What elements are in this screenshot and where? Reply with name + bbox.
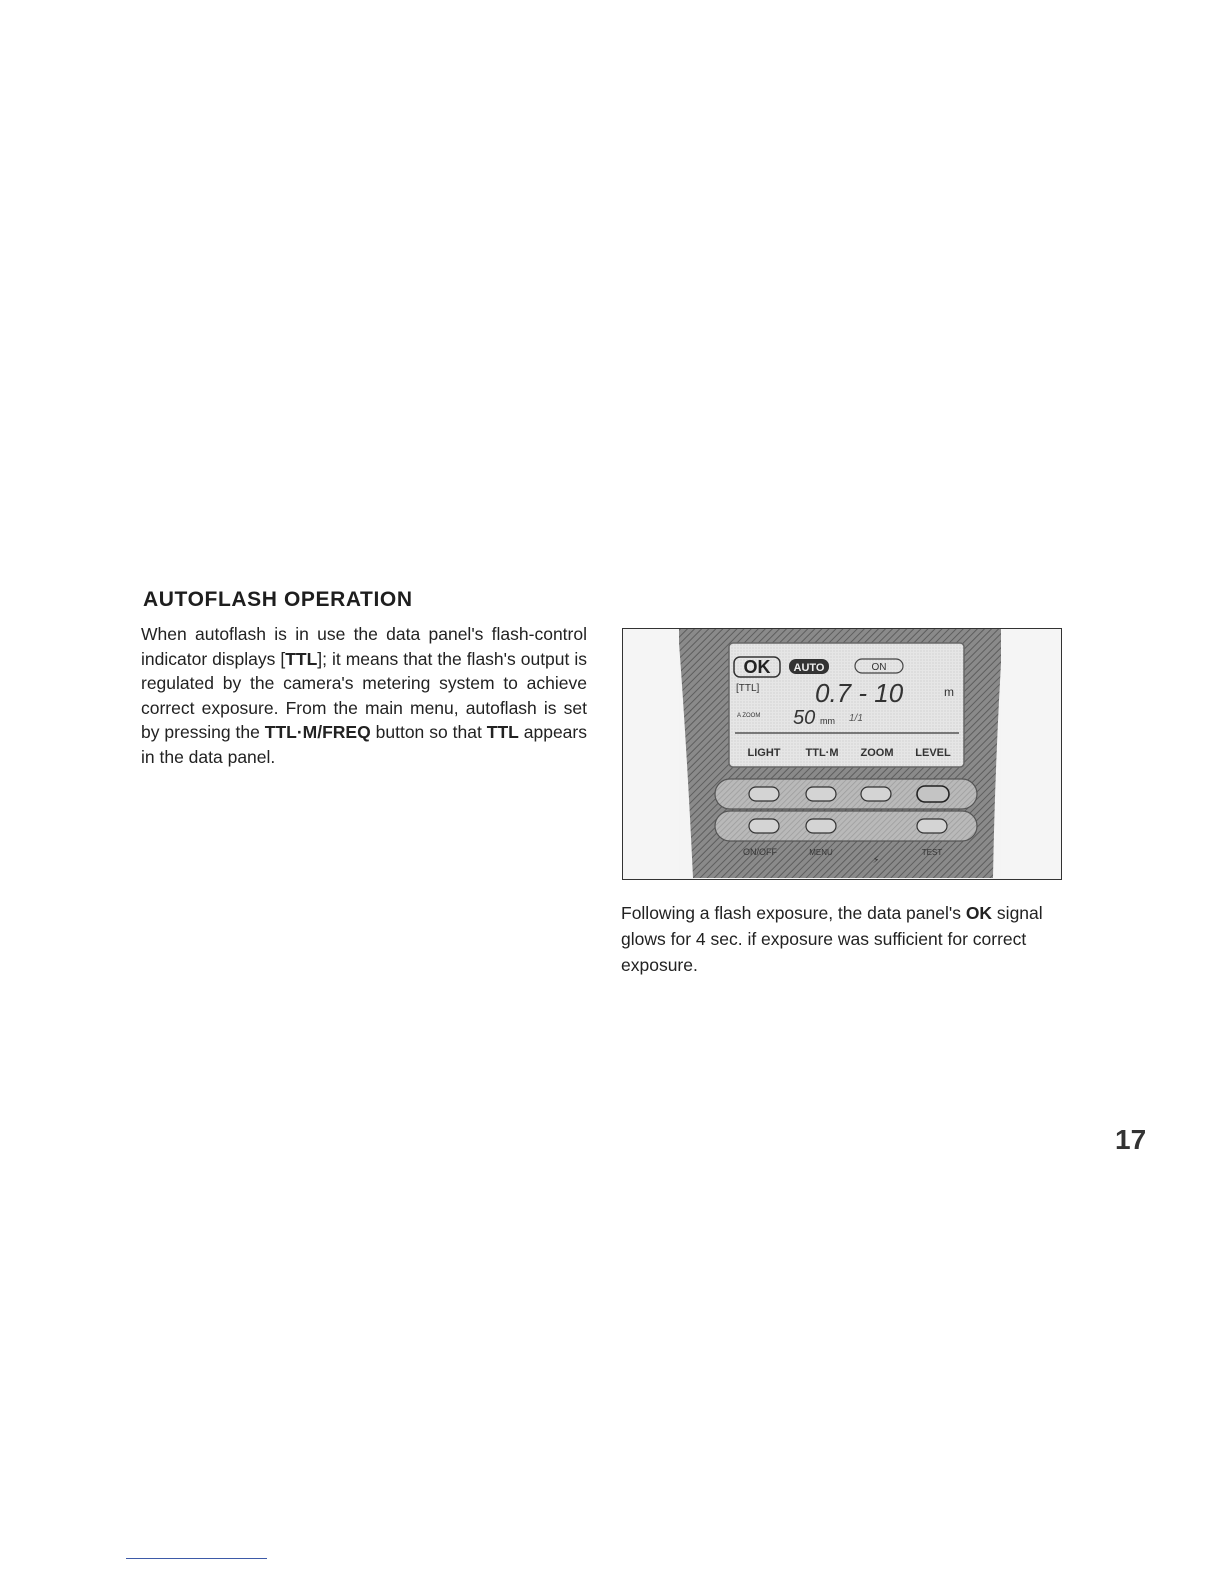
zoom-button bbox=[861, 787, 891, 801]
page-number: 17 bbox=[1115, 1124, 1147, 1155]
ok-caption-text: OK bbox=[965, 903, 993, 923]
auto-indicator: AUTO bbox=[793, 662, 825, 674]
menu-label-light: LIGHT bbox=[747, 747, 781, 759]
range-readout: 0.7 - 10 bbox=[815, 678, 904, 708]
ttl-freq-button-name: TTL·M/FREQ bbox=[264, 722, 371, 743]
test-button bbox=[917, 819, 947, 833]
flash-icon: ⚡ bbox=[872, 855, 880, 866]
zoom-label: A ZOOM bbox=[737, 713, 761, 719]
ratio-readout: 1/1 bbox=[849, 713, 863, 724]
menu-label: MENU bbox=[809, 848, 833, 857]
ttl-indicator-text: TTL bbox=[285, 648, 318, 669]
menu-label-level: LEVEL bbox=[915, 747, 951, 759]
on-indicator: ON bbox=[871, 662, 887, 673]
on-off-button bbox=[749, 819, 779, 833]
zoom-value: 50 bbox=[793, 707, 816, 729]
light-button bbox=[749, 787, 779, 801]
on-off-label: ON/OFF bbox=[743, 847, 777, 857]
figure-caption: Following a flash exposure, the data panel's OK signal glows for 4 sec. if exposure was sufficient for correct exposure. bbox=[621, 903, 1043, 975]
zoom-unit: mm bbox=[820, 716, 835, 726]
section-heading: AUTOFLASH OPERATION bbox=[143, 588, 413, 611]
data-panel-photo bbox=[622, 628, 1062, 880]
menu-button bbox=[806, 819, 836, 833]
test-label: TEST bbox=[921, 848, 943, 857]
range-unit: m bbox=[944, 685, 954, 699]
menu-label-zoom: ZOOM bbox=[860, 747, 894, 759]
footnote-separator bbox=[126, 1558, 267, 1559]
ok-signal: OK bbox=[743, 657, 771, 677]
body-paragraph: When autoflash is in use the data panel's flash-control indicator displays [TTL]; it means that the flash's output is regulated by the camera's metering system to achieve correct exposure. From the main menu, autoflash is set by pressing the TTL·M/FREQ button so that TTL appears in the data panel. bbox=[141, 624, 587, 767]
menu-label-ttlm: TTL·M bbox=[805, 747, 839, 759]
level-button bbox=[917, 786, 949, 802]
ttl-freq-button bbox=[806, 787, 836, 801]
ttl-flash-control-indicator: [TTL] bbox=[736, 683, 760, 694]
ttl-mode-text: TTL bbox=[486, 722, 519, 743]
